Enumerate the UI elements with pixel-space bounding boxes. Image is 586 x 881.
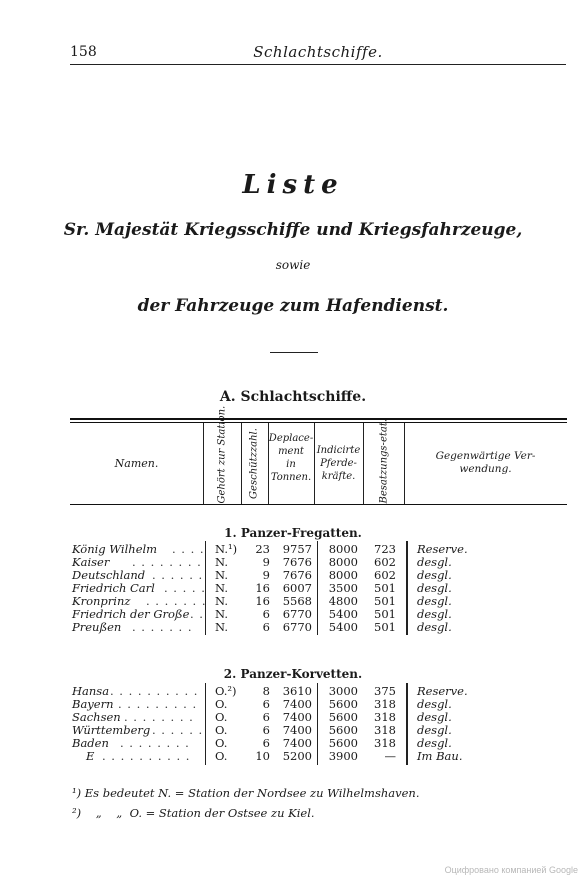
page-number: 158 xyxy=(70,44,97,60)
header-line: Deplace- xyxy=(268,433,314,444)
horsepower: 3000 xyxy=(328,684,358,698)
crew: 723 xyxy=(374,542,396,556)
horsepower: 5600 xyxy=(328,736,358,750)
header-line: Indicirte xyxy=(316,445,361,456)
current-use: desgl. xyxy=(417,620,452,634)
ship-name: Bayern xyxy=(72,697,114,711)
horsepower: 8000 xyxy=(328,555,358,569)
station: N. xyxy=(215,594,228,608)
table-row xyxy=(72,621,566,634)
crew: 318 xyxy=(374,710,396,724)
ship-name: Sachsen xyxy=(72,710,121,724)
header-line: wendung. xyxy=(459,463,512,475)
table-top-rule-thin xyxy=(70,422,567,423)
current-use: desgl. xyxy=(417,723,452,737)
leader-dots: . . . . . . . . xyxy=(120,736,190,750)
current-use: desgl. xyxy=(417,710,452,724)
leader-dots: . . . . . xyxy=(164,581,206,595)
horsepower: 5400 xyxy=(328,620,358,634)
current-use: desgl. xyxy=(417,555,452,569)
guns: 6 xyxy=(262,736,270,750)
crew: — xyxy=(384,749,396,763)
station: O. xyxy=(215,736,228,750)
ship-name: Friedrich Carl xyxy=(72,581,155,595)
col-header-displacement xyxy=(268,432,314,484)
displacement: 7400 xyxy=(282,736,312,750)
header-line: kräfte. xyxy=(321,471,356,482)
current-use: desgl. xyxy=(417,581,452,595)
header-line: ment xyxy=(278,446,304,457)
guns: 6 xyxy=(262,710,270,724)
current-use: desgl. xyxy=(417,697,452,711)
horsepower: 4800 xyxy=(328,594,358,608)
ship-name: Preußen xyxy=(72,620,122,634)
station: O. xyxy=(215,723,228,737)
table-row xyxy=(72,556,566,569)
section-title: A. Schlachtschiffe. xyxy=(219,389,367,405)
guns: 10 xyxy=(255,749,270,763)
list-subtitle: Sr. Majestät Kriegsschiffe und Kriegsfahrzeuge, xyxy=(63,220,523,240)
running-title: Schlachtschiffe. xyxy=(253,43,383,61)
guns: 8 xyxy=(262,684,270,698)
leader-dots: . . . . . . xyxy=(152,723,204,737)
crew: 501 xyxy=(374,581,396,595)
guns: 6 xyxy=(262,620,270,634)
leader-dots: . . . . . . . . xyxy=(124,710,194,724)
leader-dots: . . . . . . xyxy=(152,568,204,582)
guns: 16 xyxy=(255,594,270,608)
station: N.¹) xyxy=(215,542,238,556)
header-line: in xyxy=(286,459,296,470)
station: O.²) xyxy=(215,684,237,698)
ship-name: E xyxy=(86,749,95,763)
current-use: desgl. xyxy=(417,568,452,582)
displacement: 9757 xyxy=(282,542,312,556)
displacement: 7676 xyxy=(282,568,312,582)
displacement: 7400 xyxy=(282,697,312,711)
table-header-bottom-rule xyxy=(70,504,567,505)
leader-dots: . . . . . . . . . . xyxy=(102,749,191,763)
crew: 318 xyxy=(374,697,396,711)
displacement: 6007 xyxy=(282,581,312,595)
crew: 375 xyxy=(374,684,396,698)
horsepower: 5400 xyxy=(328,607,358,621)
horsepower: 3500 xyxy=(328,581,358,595)
leader-dots: . . . . . . . . xyxy=(132,555,202,569)
station: N. xyxy=(215,555,228,569)
guns: 6 xyxy=(262,723,270,737)
ship-name: Friedrich der Große xyxy=(72,607,190,621)
guns: 6 xyxy=(262,607,270,621)
title-divider xyxy=(270,352,318,353)
footnote-1: ¹) Es bedeutet N. = Station der Nordsee zu Wilhelmshaven. xyxy=(72,786,420,800)
current-use: desgl. xyxy=(417,607,452,621)
crew: 501 xyxy=(374,594,396,608)
group-title: 2. Panzer-Korvetten. xyxy=(223,667,363,681)
col-header-use xyxy=(404,450,567,476)
crew: 602 xyxy=(374,568,396,582)
crew: 602 xyxy=(374,555,396,569)
header-line: Pferde- xyxy=(320,458,357,469)
current-use: desgl. xyxy=(417,736,452,750)
guns: 6 xyxy=(262,697,270,711)
horsepower: 5600 xyxy=(328,723,358,737)
col-header-guns: Geschützzahl. xyxy=(248,428,260,499)
leader-dots: . . . . . . . . . xyxy=(118,697,198,711)
current-use: Im Bau. xyxy=(417,749,463,763)
current-use: Reserve. xyxy=(417,684,468,698)
crew: 501 xyxy=(374,620,396,634)
header-line: Tonnen. xyxy=(270,472,312,483)
horsepower: 5600 xyxy=(328,710,358,724)
ship-name: Kronprinz xyxy=(72,594,131,608)
horsepower: 5600 xyxy=(328,697,358,711)
ship-name: Württemberg xyxy=(72,723,151,737)
scan-watermark: Оцифровано компанией Google xyxy=(444,865,578,875)
footnote-2: ²) „ „ O. = Station der Ostsee zu Kiel. xyxy=(72,806,315,820)
col-header-name: Namen. xyxy=(114,457,159,470)
crew: 501 xyxy=(374,607,396,621)
displacement: 7676 xyxy=(282,555,312,569)
ship-name: Kaiser xyxy=(72,555,110,569)
displacement: 6770 xyxy=(282,620,312,634)
station: N. xyxy=(215,607,228,621)
guns: 16 xyxy=(255,581,270,595)
list-title: Liste xyxy=(242,170,344,200)
col-header-crew: Besatzungs-etat. xyxy=(378,418,390,504)
guns: 23 xyxy=(255,542,270,556)
leader-dots: . . . . . . . xyxy=(132,620,193,634)
ship-name: König Wilhelm xyxy=(72,542,158,556)
ship-name: Hansa xyxy=(72,684,110,698)
guns: 9 xyxy=(262,568,270,582)
group-title: 1. Panzer-Fregatten. xyxy=(224,526,362,540)
station: N. xyxy=(215,620,228,634)
displacement: 7400 xyxy=(282,710,312,724)
horsepower: 3900 xyxy=(328,749,358,763)
leader-dots: . . . . xyxy=(172,542,205,556)
list-conjunction: sowie xyxy=(275,258,311,272)
displacement: 3610 xyxy=(282,684,312,698)
leader-dots: . . . . . . . . . . xyxy=(110,684,199,698)
station: N. xyxy=(215,568,228,582)
page-header xyxy=(70,42,566,65)
current-use: desgl. xyxy=(417,594,452,608)
current-use: Reserve. xyxy=(417,542,468,556)
leader-dots: . . . . . . . xyxy=(146,594,207,608)
guns: 9 xyxy=(262,555,270,569)
col-header-station: Gehört zur Station. xyxy=(216,405,228,504)
table-row xyxy=(72,750,566,763)
station: O. xyxy=(215,749,228,763)
displacement: 5568 xyxy=(282,594,312,608)
station: O. xyxy=(215,697,228,711)
horsepower: 8000 xyxy=(328,568,358,582)
ship-name: Baden xyxy=(72,736,109,750)
crew: 318 xyxy=(374,736,396,750)
header-line: Gegenwärtige Ver- xyxy=(435,450,536,462)
station: N. xyxy=(215,581,228,595)
displacement: 7400 xyxy=(282,723,312,737)
displacement: 5200 xyxy=(282,749,312,763)
list-subtitle-2: der Fahrzeuge zum Hafendienst. xyxy=(137,296,449,316)
displacement: 6770 xyxy=(282,607,312,621)
leader-dots: . . xyxy=(190,607,204,621)
table-top-rule xyxy=(70,418,567,420)
ship-name: Deutschland xyxy=(72,568,146,582)
station: O. xyxy=(215,710,228,724)
crew: 318 xyxy=(374,723,396,737)
horsepower: 8000 xyxy=(328,542,358,556)
